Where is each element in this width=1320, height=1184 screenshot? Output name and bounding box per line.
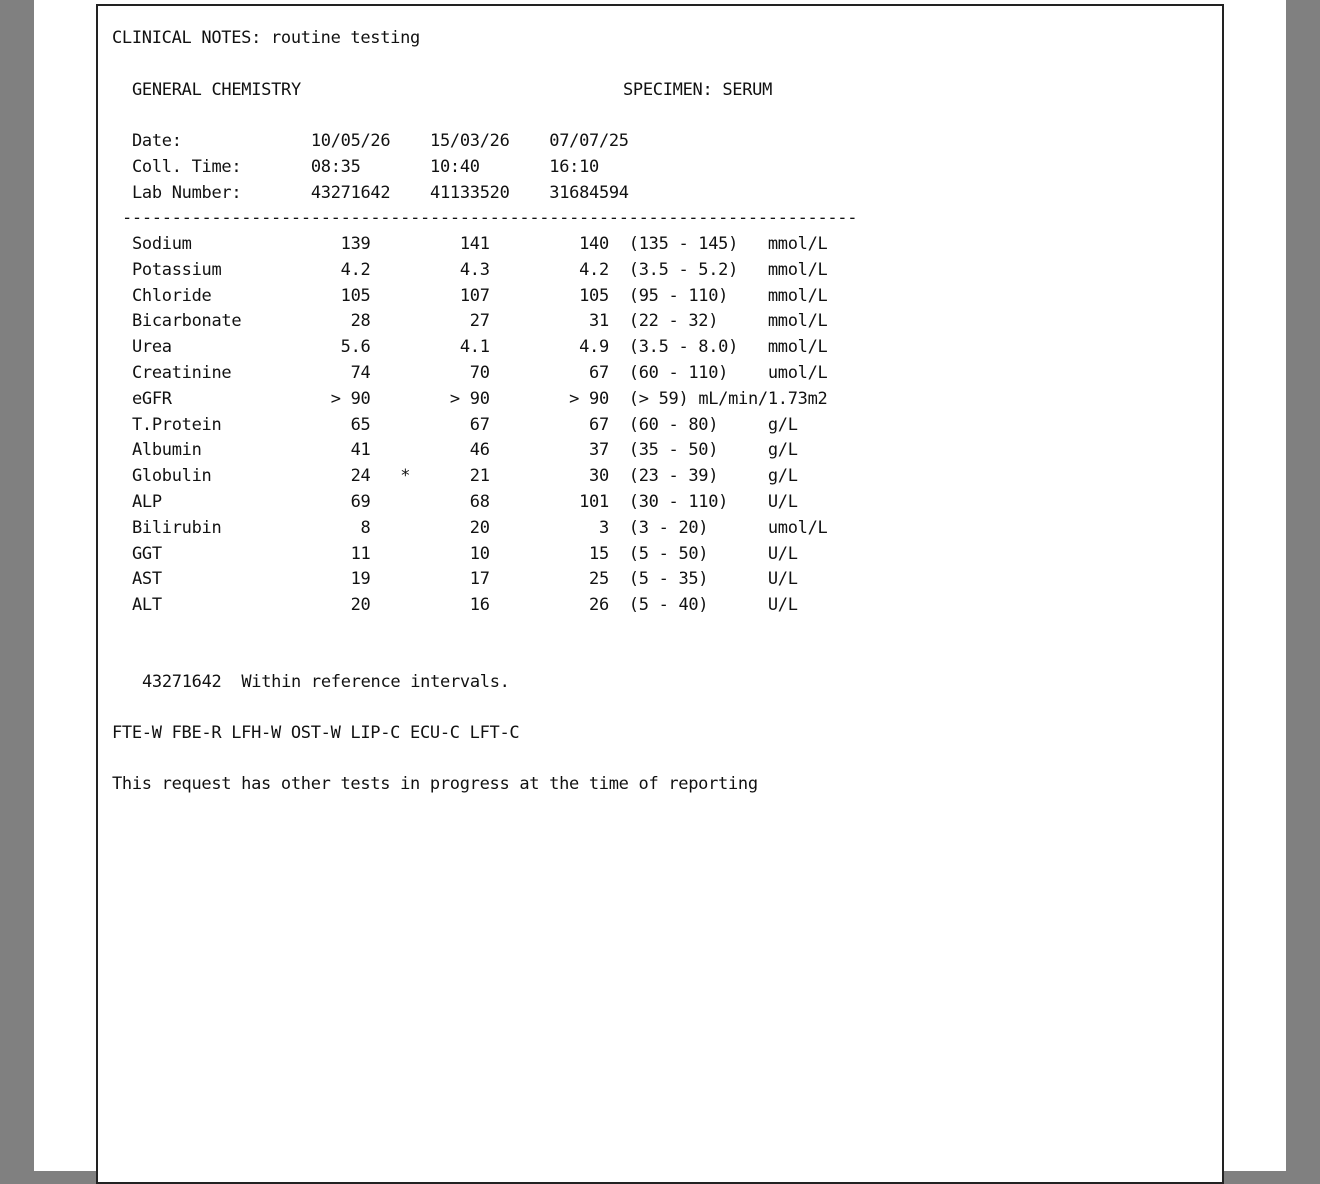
result-row [132,490,827,516]
result-value: 11 [310,543,371,564]
result-flag [370,389,410,409]
result-value: 15 [489,543,609,564]
result-value: > 90 [310,388,371,409]
test-name: ALT [132,595,311,616]
header-value: 31684594 [549,182,669,203]
result-flag [370,595,410,615]
result-value: 4.9 [489,337,609,358]
result-value: 21 [410,466,490,487]
result-row [132,516,827,542]
result-unit: mmol/L [767,259,828,280]
result-row [132,438,827,464]
footer-note: This request has other tests in progress at the time of reporting [112,774,758,794]
header-label: Lab Number: [132,182,311,203]
results-table [132,232,827,619]
reference-range: (60 - 110) [628,362,768,383]
test-name: Sodium [132,234,311,254]
result-flag [370,569,410,589]
result-value: 3 [489,517,609,538]
header-row [132,181,668,207]
result-unit: mL/min/1.73m2 [698,388,828,409]
header-value: 15/03/26 [430,131,550,151]
result-value: 4.2 [310,259,371,280]
result-value: 27 [410,311,490,332]
specimen-label: SPECIMEN: SERUM [623,80,773,100]
result-row [132,361,827,387]
result-value: 140 [489,234,609,254]
result-value: 25 [489,569,609,590]
header-value: 43271642 [310,182,431,203]
result-unit: g/L [767,466,798,487]
result-unit: mmol/L [767,311,828,332]
result-value: 16 [410,595,490,616]
result-value: 10 [410,543,490,564]
result-row [132,542,827,568]
header-row [132,129,668,155]
result-value: 4.3 [410,259,490,280]
comment-line [142,670,510,696]
result-value: 101 [489,491,609,512]
result-value: 67 [489,362,609,383]
result-unit: mmol/L [767,234,828,254]
header-value: 16:10 [549,156,669,177]
test-name: GGT [132,543,311,564]
reference-range: (23 - 39) [628,466,768,487]
test-name: T.Protein [132,414,311,435]
result-flag [370,337,410,357]
result-value: 26 [489,595,609,616]
document-viewer [34,0,1286,1171]
header-value: 08:35 [310,156,431,177]
separator-line: -------------------------------------------------------------------------- [122,208,858,228]
test-name: ALP [132,491,311,512]
result-value: 107 [410,285,490,306]
reference-range: (22 - 32) [628,311,768,332]
result-value: 41 [310,440,371,461]
result-row [132,567,827,593]
result-row [132,593,827,619]
result-unit: U/L [767,595,798,616]
reference-range: (95 - 110) [628,285,768,306]
report-page [96,4,1224,1184]
test-name: AST [132,569,311,590]
test-codes: FTE-W FBE-R LFH-W OST-W LIP-C ECU-C LFT-C [112,723,520,743]
result-row [132,258,827,284]
reference-range: (3 - 20) [628,517,768,538]
result-value: 141 [410,234,490,254]
result-value: 19 [310,569,371,590]
reference-range: (30 - 110) [628,491,768,512]
result-row [132,335,827,361]
result-unit: mmol/L [767,337,828,358]
result-flag [370,311,410,331]
result-row [132,309,827,335]
header-value: 41133520 [430,182,550,203]
result-flag [370,260,410,280]
result-value: 30 [489,466,609,487]
result-row [132,464,827,490]
header-row [132,155,668,181]
test-name: Potassium [132,259,311,280]
result-value: 65 [310,414,371,435]
reference-range: (5 - 35) [628,569,768,590]
result-value: 28 [310,311,371,332]
result-value: 20 [310,595,371,616]
result-flag [370,544,410,564]
result-value: 70 [410,362,490,383]
result-value: 46 [410,440,490,461]
result-value: 105 [489,285,609,306]
result-flag: * [370,466,411,487]
result-value: > 90 [489,388,609,409]
result-unit: U/L [767,491,798,512]
reference-range: (60 - 80) [628,414,768,435]
result-value: 105 [310,285,371,306]
result-value: 17 [410,569,490,590]
result-unit: U/L [767,569,798,590]
result-unit: g/L [767,440,798,461]
result-row [132,413,827,439]
result-unit: U/L [767,543,798,564]
result-unit: g/L [767,414,798,435]
result-value: 67 [489,414,609,435]
test-name: eGFR [132,388,311,409]
result-flag [370,518,410,538]
result-row [132,387,827,413]
test-name: Bicarbonate [132,311,311,332]
reference-range: (3.5 - 8.0) [628,337,768,358]
reference-range: (135 - 145) [628,234,768,254]
result-value: 24 [310,466,371,487]
comment-text: Within reference intervals. [241,672,510,692]
result-flag [370,234,410,254]
result-value: 8 [310,517,371,538]
test-name: Globulin [132,466,311,487]
result-value: 31 [489,311,609,332]
section-title: GENERAL CHEMISTRY [132,80,301,100]
result-value: 4.1 [410,337,490,358]
result-unit: mmol/L [767,285,828,306]
comment-lab-number: 43271642 [142,672,222,692]
reference-range: (5 - 40) [628,595,768,616]
result-flag [370,415,410,435]
clinical-notes: CLINICAL NOTES: routine testing [112,28,420,48]
header-value: 10/05/26 [310,131,431,151]
reference-range: (35 - 50) [628,440,768,461]
header-label: Date: [132,131,311,151]
result-flag [370,440,410,460]
result-value: 20 [410,517,490,538]
test-name: Bilirubin [132,517,311,538]
result-value: 139 [310,234,371,254]
result-value: 37 [489,440,609,461]
result-row [132,232,827,258]
result-unit: umol/L [767,517,828,538]
header-block [132,129,668,206]
result-value: 74 [310,362,371,383]
result-value: 68 [410,491,490,512]
result-row [132,284,827,310]
result-flag [370,363,410,383]
result-unit: umol/L [767,362,828,383]
test-name: Albumin [132,440,311,461]
result-value: 69 [310,491,371,512]
result-value: 4.2 [489,259,609,280]
header-label: Coll. Time: [132,156,311,177]
result-value: 67 [410,414,490,435]
result-flag [370,286,410,306]
reference-range: (5 - 50) [628,543,768,564]
test-name: Urea [132,337,311,358]
result-flag [370,492,410,512]
reference-range: (3.5 - 5.2) [628,259,768,280]
test-name: Chloride [132,285,311,306]
result-value: 5.6 [310,337,371,358]
result-value: > 90 [410,388,490,409]
reference-range: (> 59) [628,388,699,409]
header-value: 07/07/25 [549,131,669,151]
header-value: 10:40 [430,156,550,177]
test-name: Creatinine [132,362,311,383]
